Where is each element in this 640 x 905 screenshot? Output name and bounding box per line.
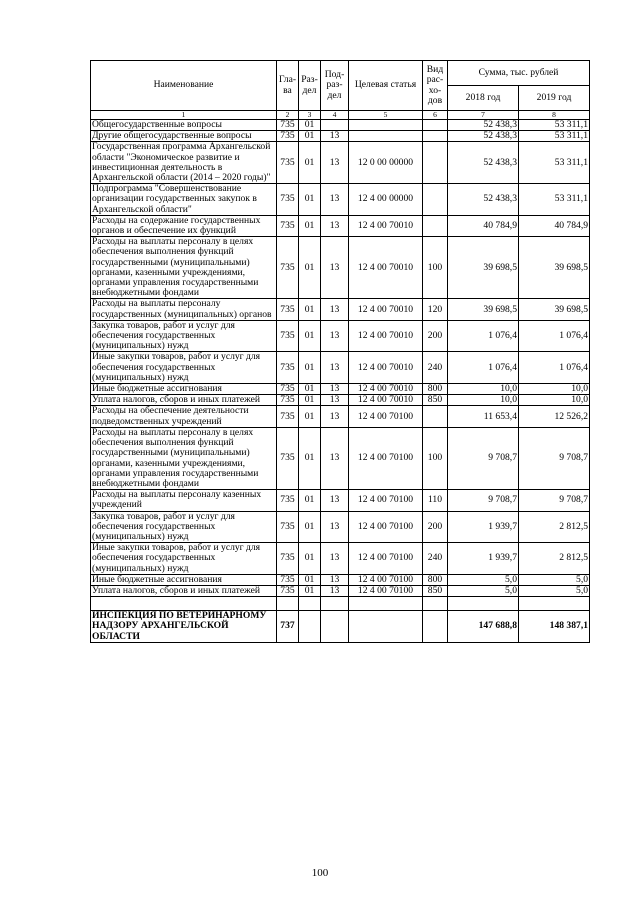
row-expense-type: 800 xyxy=(423,384,448,395)
row-2018: 5,0 xyxy=(448,574,519,585)
row-chapter: 735 xyxy=(277,237,299,299)
row-target xyxy=(349,131,423,142)
row-target: 12 4 00 70010 xyxy=(349,352,423,384)
row-subsection: 13 xyxy=(321,215,349,236)
row-name: Расходы на выплаты персоналу в целях обеспечения выполнения функций государственными (муниципальными) органами, казенными учреждениями, органами управления государственными внебюджетными фондами xyxy=(91,427,277,489)
row-section: 01 xyxy=(299,384,321,395)
table-row xyxy=(91,215,590,236)
total-chapter: 737 xyxy=(277,611,299,643)
row-chapter: 735 xyxy=(277,352,299,384)
row-subsection: 13 xyxy=(321,131,349,142)
table-row xyxy=(91,320,590,352)
row-subsection: 13 xyxy=(321,352,349,384)
row-section: 01 xyxy=(299,237,321,299)
row-expense-type: 110 xyxy=(423,490,448,511)
row-2018: 39 698,5 xyxy=(448,237,519,299)
row-subsection: 13 xyxy=(321,299,349,320)
row-2018: 9 708,7 xyxy=(448,427,519,489)
row-name: Иные закупки товаров, работ и услуг для обеспечения государственных (муниципальных) нужд xyxy=(91,352,277,384)
row-target: 12 4 00 70100 xyxy=(349,574,423,585)
total-2019: 148 387,1 xyxy=(519,611,590,643)
row-chapter: 735 xyxy=(277,131,299,142)
row-name: Общегосударственные вопросы xyxy=(91,120,277,131)
row-2019: 53 311,1 xyxy=(519,142,590,184)
row-name: Иные бюджетные ассигнования xyxy=(91,574,277,585)
table-row xyxy=(91,511,590,543)
row-name: Уплата налогов, сборов и иных платежей xyxy=(91,395,277,406)
row-target: 12 4 00 70010 xyxy=(349,215,423,236)
table-row xyxy=(91,427,590,489)
row-subsection: 13 xyxy=(321,184,349,216)
row-2019: 5,0 xyxy=(519,585,590,596)
row-expense-type xyxy=(423,142,448,184)
row-2018: 11 653,4 xyxy=(448,406,519,427)
row-2019: 39 698,5 xyxy=(519,237,590,299)
row-section: 01 xyxy=(299,215,321,236)
row-target: 12 4 00 70100 xyxy=(349,406,423,427)
row-2019: 53 311,1 xyxy=(519,184,590,216)
header-subsection: Под-раз-дел xyxy=(321,61,349,111)
row-name: Закупка товаров, работ и услуг для обеспечения государственных (муниципальных) нужд xyxy=(91,320,277,352)
header-sum: Сумма, тыс. рублей xyxy=(448,61,590,86)
row-subsection: 13 xyxy=(321,406,349,427)
row-subsection: 13 xyxy=(321,511,349,543)
row-target: 12 4 00 70010 xyxy=(349,320,423,352)
row-target: 12 4 00 70010 xyxy=(349,395,423,406)
total-name: ИНСПЕКЦИЯ ПО ВЕТЕРИНАРНОМУ НАДЗОРУ АРХАНГЕЛЬСКОЙ ОБЛАСТИ xyxy=(91,611,277,643)
row-subsection: 13 xyxy=(321,237,349,299)
row-2019: 10,0 xyxy=(519,395,590,406)
row-section: 01 xyxy=(299,142,321,184)
row-2018: 9 708,7 xyxy=(448,490,519,511)
row-2019: 12 526,2 xyxy=(519,406,590,427)
row-expense-type: 100 xyxy=(423,427,448,489)
row-2019: 1 076,4 xyxy=(519,352,590,384)
row-chapter: 735 xyxy=(277,427,299,489)
row-chapter: 735 xyxy=(277,299,299,320)
row-2019: 1 076,4 xyxy=(519,320,590,352)
row-expense-type: 850 xyxy=(423,395,448,406)
row-target: 12 4 00 70100 xyxy=(349,511,423,543)
row-2018: 10,0 xyxy=(448,395,519,406)
row-subsection: 13 xyxy=(321,574,349,585)
table-row xyxy=(91,299,590,320)
row-2019: 53 311,1 xyxy=(519,131,590,142)
row-chapter: 735 xyxy=(277,215,299,236)
row-expense-type xyxy=(423,406,448,427)
row-target: 12 4 00 70010 xyxy=(349,299,423,320)
table-row xyxy=(91,131,590,142)
header-section: Раз-дел xyxy=(299,61,321,111)
row-section: 01 xyxy=(299,490,321,511)
row-expense-type xyxy=(423,120,448,131)
table-row xyxy=(91,585,590,596)
row-chapter: 735 xyxy=(277,490,299,511)
total-row xyxy=(91,611,590,643)
row-chapter: 735 xyxy=(277,406,299,427)
row-expense-type: 240 xyxy=(423,543,448,575)
row-target: 12 4 00 70100 xyxy=(349,543,423,575)
row-2018: 5,0 xyxy=(448,585,519,596)
column-number: 1 xyxy=(91,111,277,120)
row-2018: 40 784,9 xyxy=(448,215,519,236)
row-target: 12 4 00 00000 xyxy=(349,184,423,216)
row-section: 01 xyxy=(299,299,321,320)
row-chapter: 735 xyxy=(277,395,299,406)
row-name: Расходы на выплаты персоналу государственных (муниципальных) органов xyxy=(91,299,277,320)
row-section: 01 xyxy=(299,511,321,543)
row-subsection: 13 xyxy=(321,395,349,406)
row-name: Иные закупки товаров, работ и услуг для обеспечения государственных (муниципальных) нужд xyxy=(91,543,277,575)
page-number: 100 xyxy=(311,867,329,879)
separator-row xyxy=(91,597,590,611)
row-2019: 2 812,5 xyxy=(519,543,590,575)
row-target: 12 4 00 70100 xyxy=(349,490,423,511)
table-row xyxy=(91,395,590,406)
row-2018: 52 438,3 xyxy=(448,142,519,184)
row-target: 12 4 00 70100 xyxy=(349,427,423,489)
row-subsection: 13 xyxy=(321,320,349,352)
table-row xyxy=(91,574,590,585)
row-name: Закупка товаров, работ и услуг для обеспечения государственных (муниципальных) нужд xyxy=(91,511,277,543)
header-chapter: Гла-ва xyxy=(277,61,299,111)
row-2018: 52 438,3 xyxy=(448,131,519,142)
row-chapter: 735 xyxy=(277,511,299,543)
row-2018: 39 698,5 xyxy=(448,299,519,320)
row-2019: 9 708,7 xyxy=(519,427,590,489)
row-chapter: 735 xyxy=(277,574,299,585)
row-name: Иные бюджетные ассигнования xyxy=(91,384,277,395)
row-chapter: 735 xyxy=(277,384,299,395)
row-name: Расходы на обеспечение деятельности подведомственных учреждений xyxy=(91,406,277,427)
header-year-2019: 2019 год xyxy=(519,86,590,111)
row-2019: 10,0 xyxy=(519,384,590,395)
row-chapter: 735 xyxy=(277,142,299,184)
row-name: Государственная программа Архангельской области "Экономическое развитие и инвестиционная деятельность в Архангельской области (2014 – 2020 годы)" xyxy=(91,142,277,184)
column-number: 6 xyxy=(423,111,448,120)
row-section: 01 xyxy=(299,406,321,427)
row-expense-type xyxy=(423,131,448,142)
row-section: 01 xyxy=(299,395,321,406)
table-row xyxy=(91,490,590,511)
row-expense-type: 120 xyxy=(423,299,448,320)
column-number: 2 xyxy=(277,111,299,120)
row-2018: 1 076,4 xyxy=(448,352,519,384)
row-expense-type: 850 xyxy=(423,585,448,596)
row-2019: 39 698,5 xyxy=(519,299,590,320)
row-section: 01 xyxy=(299,427,321,489)
row-chapter: 735 xyxy=(277,320,299,352)
table-row xyxy=(91,184,590,216)
row-subsection xyxy=(321,120,349,131)
row-2019: 40 784,9 xyxy=(519,215,590,236)
total-2018: 147 688,8 xyxy=(448,611,519,643)
row-name: Другие общегосударственные вопросы xyxy=(91,131,277,142)
row-expense-type xyxy=(423,184,448,216)
row-target: 12 4 00 70010 xyxy=(349,384,423,395)
row-chapter: 735 xyxy=(277,585,299,596)
row-section: 01 xyxy=(299,574,321,585)
table-row xyxy=(91,543,590,575)
column-number: 7 xyxy=(448,111,519,120)
row-2018: 10,0 xyxy=(448,384,519,395)
row-expense-type: 800 xyxy=(423,574,448,585)
row-2018: 52 438,3 xyxy=(448,120,519,131)
table-row xyxy=(91,237,590,299)
row-chapter: 735 xyxy=(277,120,299,131)
row-subsection: 13 xyxy=(321,543,349,575)
row-section: 01 xyxy=(299,320,321,352)
row-name: Подпрограмма "Совершенствование организации государственных закупок в Архангельской области" xyxy=(91,184,277,216)
column-number: 3 xyxy=(299,111,321,120)
row-expense-type xyxy=(423,215,448,236)
row-expense-type: 100 xyxy=(423,237,448,299)
row-chapter: 735 xyxy=(277,543,299,575)
row-name: Расходы на выплаты персоналу в целях обеспечения выполнения функций государственными (муниципальными) органами, казенными учреждениями, органами управления государственными внебюджетными фондами xyxy=(91,237,277,299)
row-chapter: 735 xyxy=(277,184,299,216)
row-2018: 1 939,7 xyxy=(448,543,519,575)
row-section: 01 xyxy=(299,585,321,596)
row-2018: 1 939,7 xyxy=(448,511,519,543)
row-subsection: 13 xyxy=(321,142,349,184)
row-2019: 53 311,1 xyxy=(519,120,590,131)
table-row xyxy=(91,352,590,384)
row-2019: 5,0 xyxy=(519,574,590,585)
row-section: 01 xyxy=(299,543,321,575)
header-expense-type: Вид рас-хо-дов xyxy=(423,61,448,111)
row-name: Расходы на содержание государственных органов и обеспечение их функций xyxy=(91,215,277,236)
row-target xyxy=(349,120,423,131)
row-2019: 2 812,5 xyxy=(519,511,590,543)
column-number: 8 xyxy=(519,111,590,120)
table-body xyxy=(91,120,590,597)
row-target: 12 4 00 70010 xyxy=(349,237,423,299)
table-row xyxy=(91,120,590,131)
column-number: 5 xyxy=(349,111,423,120)
row-section: 01 xyxy=(299,184,321,216)
budget-table xyxy=(90,60,590,643)
row-subsection: 13 xyxy=(321,384,349,395)
row-section: 01 xyxy=(299,131,321,142)
row-2018: 1 076,4 xyxy=(448,320,519,352)
header-name: Наименование xyxy=(91,61,277,111)
row-name: Расходы на выплаты персоналу казенных учреждений xyxy=(91,490,277,511)
row-subsection: 13 xyxy=(321,585,349,596)
row-name: Уплата налогов, сборов и иных платежей xyxy=(91,585,277,596)
row-target: 12 4 00 70100 xyxy=(349,585,423,596)
row-expense-type: 200 xyxy=(423,320,448,352)
row-expense-type: 240 xyxy=(423,352,448,384)
column-number: 4 xyxy=(321,111,349,120)
row-section: 01 xyxy=(299,352,321,384)
table-row xyxy=(91,406,590,427)
header-year-2018: 2018 год xyxy=(448,86,519,111)
table-row xyxy=(91,142,590,184)
row-subsection: 13 xyxy=(321,490,349,511)
row-2019: 9 708,7 xyxy=(519,490,590,511)
row-subsection: 13 xyxy=(321,427,349,489)
header-row xyxy=(91,61,590,86)
header-target: Целевая статья xyxy=(349,61,423,111)
row-section: 01 xyxy=(299,120,321,131)
row-2018: 52 438,3 xyxy=(448,184,519,216)
row-target: 12 0 00 00000 xyxy=(349,142,423,184)
table-row xyxy=(91,384,590,395)
row-expense-type: 200 xyxy=(423,511,448,543)
